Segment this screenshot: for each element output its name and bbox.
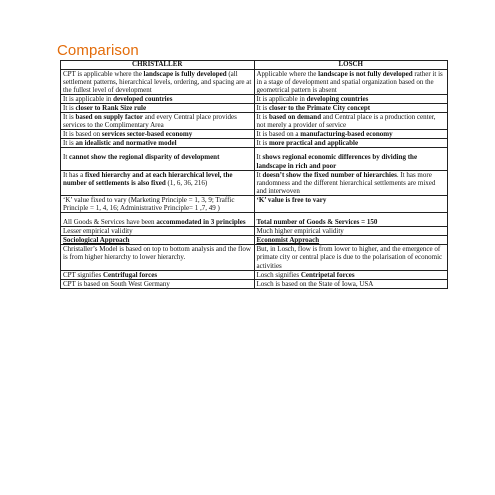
cell-text: It [63, 153, 70, 162]
losch-cell [254, 113, 448, 130]
christaller-cell [61, 69, 255, 94]
losch-cell [254, 245, 448, 270]
cell-text: Lesser empirical validity [63, 227, 133, 236]
cell-text: Much higher empirical validity [256, 227, 344, 236]
losch-cell [254, 195, 448, 212]
table-row [61, 69, 448, 94]
cell-text: rather it is in a stage of development and spatial organization based on the geometrical pattern is absent [256, 69, 443, 94]
table-row [61, 113, 448, 130]
christaller-cell [61, 245, 255, 270]
christaller-cell [61, 279, 255, 288]
cell-text: ‘K’ value fixed to vary (Marketing Principle = 1, 3, 9; Traffic Principle = 1, 4, 16; Administrative Principle= 1 ,7, 49 ) [63, 195, 235, 212]
cell-text: CPT is based on South West Germany [63, 279, 170, 288]
cell-text: It is [256, 113, 269, 122]
table-row [61, 213, 448, 227]
table-row [61, 245, 448, 270]
christaller-cell [61, 148, 255, 170]
header-losch: LOSCH [254, 61, 448, 70]
bold-text: manufacturing-based economy [300, 130, 393, 139]
cell-text: and Central place is a production center, not merely a provider of service [256, 113, 436, 130]
cell-text: (all settlement patterns, hierarchical levels, ordering, and spacing are at the fullest level of development [63, 69, 252, 94]
losch-cell [254, 270, 448, 279]
losch-cell [254, 170, 448, 195]
cell-text: It is based on a [256, 130, 301, 139]
cell-text: Applicable where the [256, 69, 319, 78]
cell-text: It is [63, 113, 76, 122]
bold-text: landscape is fully developed [143, 69, 227, 78]
cell-text: It has a [63, 170, 85, 179]
christaller-cell [61, 139, 255, 148]
bold-text: cannot show the regional disparity of development [69, 153, 220, 162]
bold-text: Economist Approach [256, 236, 320, 245]
table-row [61, 270, 448, 279]
bold-text: shows regional economic differences by dividing the landscape in rich and poor [256, 153, 418, 170]
bold-text: developed countries [113, 94, 173, 103]
table-row [61, 195, 448, 212]
cell-text: All Goods & Services have been [63, 218, 157, 227]
losch-cell [254, 69, 448, 94]
christaller-cell [61, 130, 255, 139]
christaller-cell [61, 227, 255, 236]
bold-text: Sociological Approach [63, 236, 130, 245]
cell-text: It is [63, 139, 76, 148]
christaller-cell [61, 94, 255, 103]
christaller-cell [61, 213, 255, 227]
cell-text: It is [256, 103, 269, 112]
losch-cell [254, 148, 448, 170]
losch-cell [254, 213, 448, 227]
cell-text: CPT signifies [63, 270, 103, 279]
table-row [61, 139, 448, 148]
page-title: Comparison [57, 42, 139, 59]
cell-text: Losch is based on the State of Iowa, USA [256, 279, 374, 288]
table-row [61, 170, 448, 195]
cell-text: But, in Losch, flow is from lower to higher, and the emergence of primate city or central place is due to the polarisation of economic activities [256, 245, 443, 270]
cell-text: It is based on [63, 130, 102, 139]
table-row [61, 236, 448, 245]
table-row [61, 148, 448, 170]
bold-text: Centrifugal forces [102, 270, 158, 279]
cell-text: It is [256, 139, 269, 148]
bold-text: ‘K’ value is free to vary [256, 195, 327, 204]
table-row [61, 103, 448, 112]
cell-text: Losch signifies [256, 270, 301, 279]
cell-text: and every Central place provides services to the Complimentary Area [63, 113, 237, 130]
bold-text: landscape is not fully developed [318, 69, 413, 78]
table-row [61, 279, 448, 288]
christaller-cell [61, 236, 255, 245]
losch-cell [254, 103, 448, 112]
cell-text: It [256, 170, 263, 179]
bold-text: Centripetal forces [300, 270, 355, 279]
header-christaller: CHRISTALLER [61, 61, 255, 70]
losch-cell [254, 130, 448, 139]
table-row [61, 130, 448, 139]
cell-text: It [256, 153, 263, 162]
losch-cell [254, 94, 448, 103]
bold-text: doesn’t show the fixed number of hierarchies [262, 170, 397, 179]
christaller-cell [61, 103, 255, 112]
cell-text: It is applicable in [256, 94, 307, 103]
christaller-cell [61, 113, 255, 130]
losch-cell [254, 279, 448, 288]
bold-text: fixed hierarchy and at each hierarchical level, the number of settlements is also fixed [63, 170, 233, 187]
bold-text: based on supply factor [75, 113, 143, 122]
bold-text: accommodated in 3 principles [156, 218, 246, 227]
table-row [61, 227, 448, 236]
cell-text: Christaller’s Model is based on top to bottom analysis and the flow is from higher hierarchy to lower hierarchy. [63, 245, 251, 262]
bold-text: closer to Rank Size rule [75, 103, 147, 112]
losch-cell [254, 236, 448, 245]
bold-text: closer to the Primate City concept [268, 103, 371, 112]
losch-cell [254, 227, 448, 236]
comparison-table [60, 60, 448, 289]
christaller-cell [61, 195, 255, 212]
table-header-row [61, 61, 448, 70]
christaller-cell [61, 270, 255, 279]
cell-text: . It has more randomness and the different hierarchical settlements are mixed and interwoven [256, 170, 436, 195]
table-body [61, 69, 448, 288]
cell-text: It is applicable in [63, 94, 114, 103]
bold-text: based on demand [268, 113, 322, 122]
cell-text: (1, 6, 36, 216) [165, 178, 208, 187]
bold-text: an idealistic and normative model [75, 139, 177, 148]
christaller-cell [61, 170, 255, 195]
bold-text: more practical and applicable [268, 139, 359, 148]
bold-text: Total number of Goods & Services = 150 [256, 218, 378, 227]
cell-text: It is [63, 103, 76, 112]
bold-text: services sector-based economy [101, 130, 193, 139]
table-row [61, 94, 448, 103]
cell-text: CPT is applicable where the [63, 69, 144, 78]
bold-text: developing countries [306, 94, 369, 103]
losch-cell [254, 139, 448, 148]
